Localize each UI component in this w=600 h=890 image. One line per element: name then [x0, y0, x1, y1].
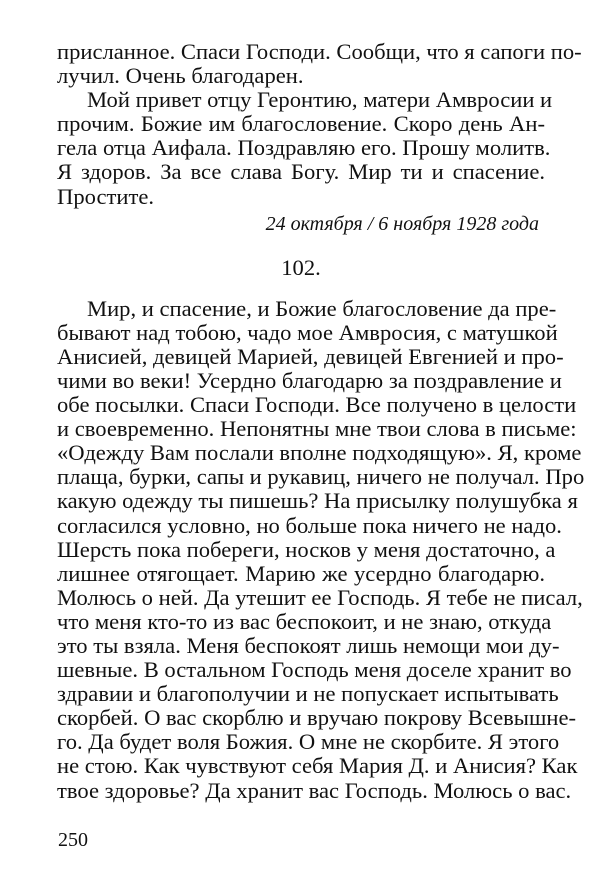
text-line: не стою. Как чувствуют себя Мария Д. и Анисия? Как	[57, 753, 578, 779]
page-number: 250	[58, 829, 88, 851]
text-line: прочим. Божие им благословение. Скоро день Ан-	[57, 111, 545, 137]
text-line: лишнее отягощает. Марию же усердно благодарю.	[57, 560, 545, 586]
text-line: Простите.	[57, 183, 155, 209]
text-line: обе посылки. Спаси Господи. Все получено в целости	[57, 392, 577, 418]
text-line: что меня кто-то из вас беспокоит, и не знаю, откуда	[57, 608, 552, 634]
text-line: согласился условно, но больше пока ничего не надо.	[57, 512, 562, 538]
text-line: Шерсть пока побереги, носков у меня достаточно, а	[57, 536, 556, 562]
text-line: лучил. Очень благодарен.	[57, 63, 304, 89]
text-line: чими во веки! Усердно благодарю за поздравление и	[57, 367, 562, 393]
text-line: и своевременно. Непонятны мне твои слова в письме:	[57, 416, 577, 442]
letter-date: 24 октября / 6 ноября 1928 года	[265, 212, 539, 235]
text-line: скорбей. О вас скорблю и вручаю покрову Всевышне-	[57, 705, 577, 731]
text-line: Молюсь о ней. Да утешит ее Господь. Я тебе не писал,	[57, 584, 583, 610]
text-line: бывают над тобою, чадо мое Амвросия, с матушкой	[57, 319, 558, 345]
text-line: твое здоровье? Да хранит вас Господь. Молюсь о вас.	[57, 777, 572, 803]
text-line: «Одежду Вам послали вполне подходящую». Я, кроме	[57, 440, 582, 466]
text-line: присланное. Спаси Господи. Сообщи, что я сапоги по-	[57, 39, 582, 64]
text-line: шевные. В остальном Господь меня доселе хранит во	[57, 657, 572, 683]
text-line: это ты взяла. Меня беспокоят лишь немощи мои ду-	[57, 632, 560, 658]
text-line: Мой привет отцу Геронтию, матери Амвросии и	[87, 87, 553, 113]
text-line: какую одежду ты пишешь? На присылку полушубка я	[57, 488, 578, 514]
letter-number: 102.	[281, 254, 321, 280]
text-line: го. Да будет воля Божия. О мне не скорбите. Я этого	[57, 729, 560, 755]
text-line: гела отца Аифала. Поздравляю его. Прошу молитв.	[57, 135, 551, 161]
text-line: плаща, бурки, сапы и рукавиц, ничего не получал. Про	[57, 464, 585, 490]
page-body	[57, 39, 585, 803]
letter-body	[57, 295, 585, 803]
text-line: Мир, и спасение, и Божие благословение да пре-	[87, 295, 557, 321]
previous-letter-ending	[57, 39, 582, 237]
text-line: Я здоров. За все слава Богу. Мир ти и спасение.	[57, 159, 545, 185]
text-line: здравии и благополучии и не попускает испытывать	[57, 681, 559, 707]
text-line: Анисией, девицей Марией, девицей Евгенией и про-	[57, 343, 564, 369]
